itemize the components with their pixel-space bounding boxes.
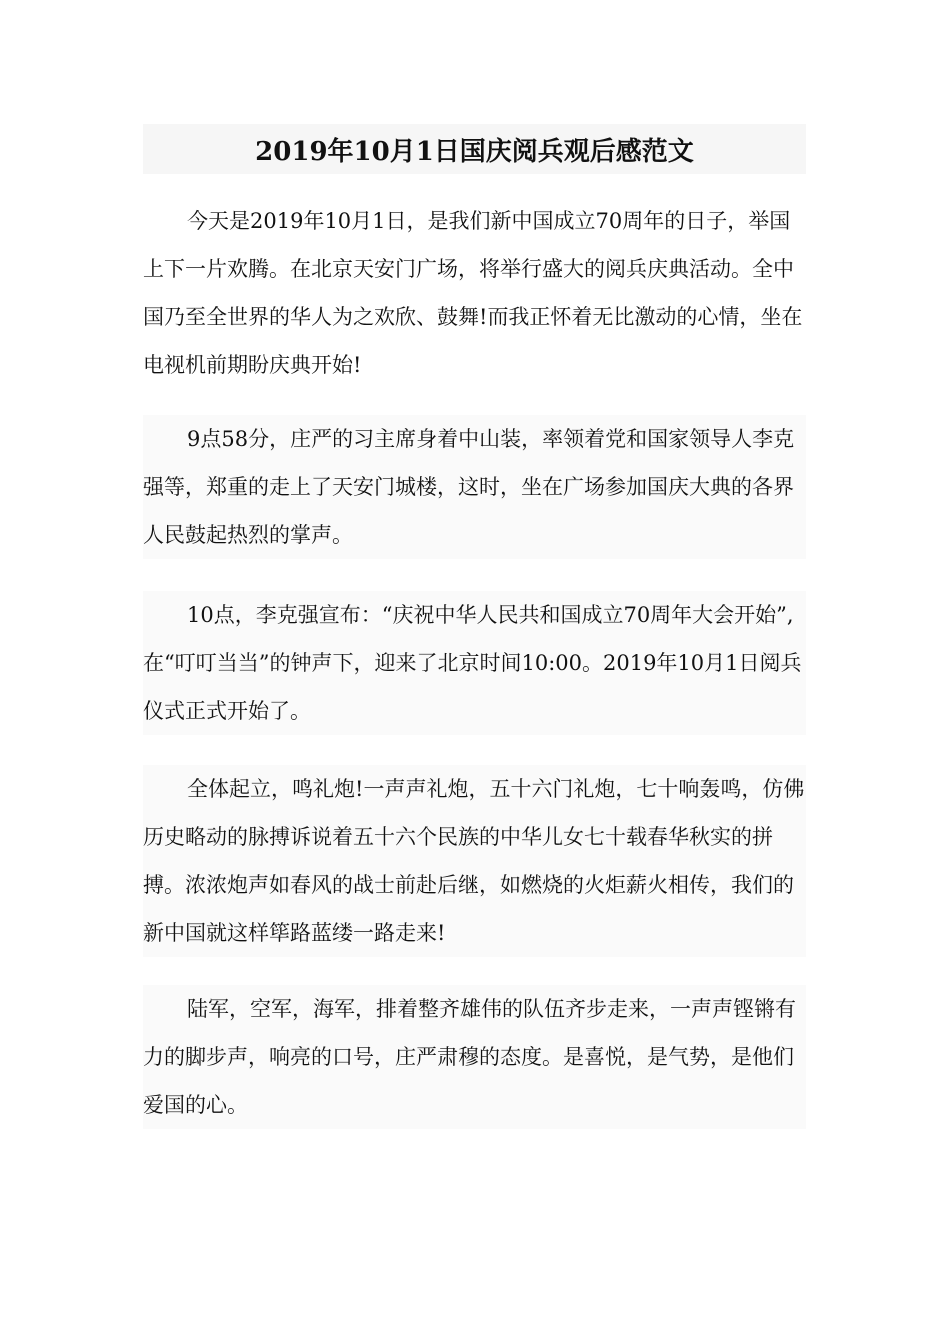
paragraph-3: 10点，李克强宣布：“庆祝中华人民共和国成立70周年大会开始”,在“叮叮当当”的钟声下，迎来了北京时间10:00。2019年10月1日阅兵仪式正式开始了。 [143, 591, 806, 735]
paragraph-5: 陆军，空军，海军，排着整齐雄伟的队伍齐步走来，一声声铿锵有力的脚步声，响亮的口号，庄严肃穆的态度。是喜悦，是气势，是他们爱国的心。 [143, 985, 806, 1129]
document-title: 2019年10月1日国庆阅兵观后感范文 [255, 137, 694, 167]
paragraph-2: 9点58分，庄严的习主席身着中山装，率领着党和国家领导人李克强等，郑重的走上了天安门城楼，这时，坐在广场参加国庆大典的各界人民鼓起热烈的掌声。 [143, 415, 806, 559]
paragraph-1: 今天是2019年10月1日，是我们新中国成立70周年的日子，举国上下一片欢腾。在北京天安门广场，将举行盛大的阅兵庆典活动。全中国乃至全世界的华人为之欢欣、鼓舞!而我正怀着无比激动的心情，坐在电视机前期盼庆典开始! [143, 197, 806, 389]
paragraph-4: 全体起立，鸣礼炮!一声声礼炮，五十六门礼炮，七十响轰鸣，仿佛历史略动的脉搏诉说着五十六个民族的中华儿女七十载春华秋实的拼搏。浓浓炮声如春风的战士前赴后继，如燃烧的火炬薪火相传，我们的新中国就这样筚路蓝缕一路走来! [143, 765, 806, 957]
